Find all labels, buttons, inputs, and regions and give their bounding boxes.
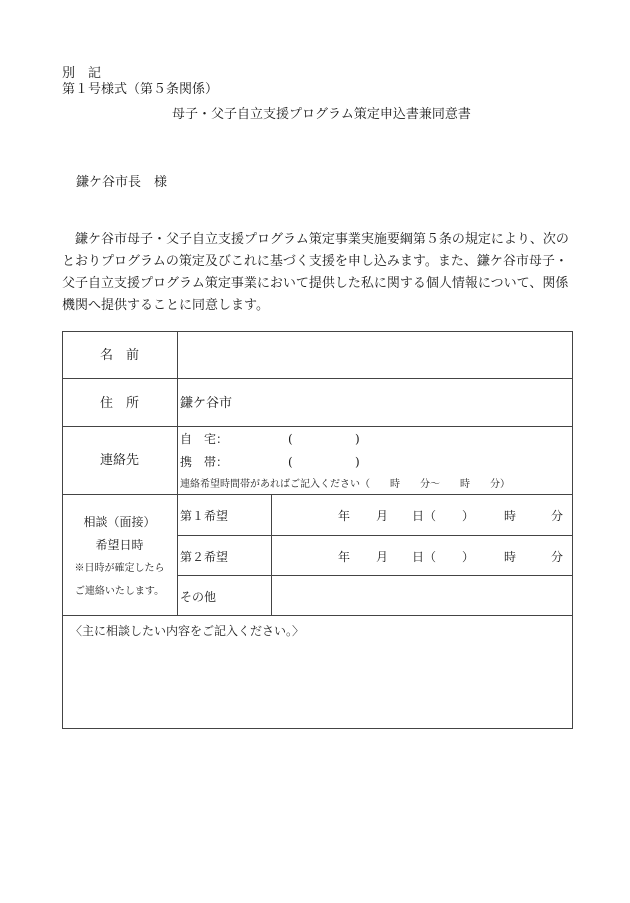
home-phone-field[interactable] <box>300 430 352 448</box>
name-field[interactable] <box>178 332 572 378</box>
body-paragraph <box>62 229 577 317</box>
other-field[interactable] <box>272 577 572 614</box>
consultation-note-1: ※日時が確定したら <box>74 563 165 574</box>
second-choice-label: 第２希望 <box>180 550 229 564</box>
second-choice-month-unit: 月 <box>376 550 389 564</box>
name-label: 名 前 <box>99 348 139 363</box>
second-choice-minute-unit: 分 <box>551 550 564 564</box>
second-choice-date-field[interactable] <box>272 537 332 575</box>
remarks-field[interactable] <box>63 642 572 727</box>
consultation-datetime-label: 希望日時 <box>95 538 144 552</box>
address-label: 住 所 <box>99 396 139 411</box>
addressee: 鎌ケ谷市長 様 <box>76 175 168 190</box>
mobile-phone-paren-open: ( <box>288 455 293 469</box>
body-paragraph-text: 鎌ケ谷市母子・父子自立支援プログラム策定事業実施要綱第５条の規定により、次のとおりプログラムの策定及びこれに基づく支援を申し込みます。また、鎌ケ谷市母子・父子自立支援プログラム策定事業において提供した私に関する個人情報について、関係機関へ提供することに同意します。 <box>62 232 569 313</box>
first-choice-hour-unit: 時 <box>504 509 517 523</box>
second-choice-year-unit: 年 <box>338 550 351 564</box>
other-label: その他 <box>180 590 217 604</box>
first-choice-day-unit: 日（ <box>412 509 437 523</box>
first-choice-year-unit: 年 <box>338 509 351 523</box>
second-choice-paren-close: ） <box>462 550 475 564</box>
first-choice-date-field[interactable] <box>272 496 332 534</box>
mobile-phone-label: 携 帯： <box>180 455 229 469</box>
home-phone-paren-open: ( <box>288 432 293 446</box>
mobile-phone-paren-close: ) <box>355 455 360 469</box>
page-title: 母子・父子自立支援プログラム策定申込書兼同意書 <box>172 107 471 122</box>
consultation-label: 相談（面接） <box>83 515 156 529</box>
mobile-phone-field[interactable] <box>300 453 352 471</box>
contact-label: 連絡先 <box>99 453 139 468</box>
consultation-note-2: ご連絡いたします。 <box>74 586 165 597</box>
address-field[interactable]: 鎌ケ谷市 <box>180 396 233 411</box>
remarks-prompt: 〈主に相談したい内容をご記入ください。〉 <box>70 624 305 638</box>
first-choice-month-unit: 月 <box>376 509 389 523</box>
appendix-label: 別 記 <box>62 66 102 81</box>
form-number: 第１号様式（第５条関係） <box>62 82 219 97</box>
contact-time-note: 連絡希望時間帯があればご記入ください（ 時 分〜 時 分） <box>180 479 510 490</box>
second-choice-day-unit: 日（ <box>412 550 437 564</box>
home-phone-label: 自 宅： <box>180 432 229 446</box>
first-choice-minute-unit: 分 <box>551 509 564 523</box>
home-phone-paren-close: ) <box>355 432 360 446</box>
second-choice-hour-unit: 時 <box>504 550 517 564</box>
first-choice-paren-close: ） <box>462 509 475 523</box>
first-choice-label: 第１希望 <box>180 509 229 523</box>
